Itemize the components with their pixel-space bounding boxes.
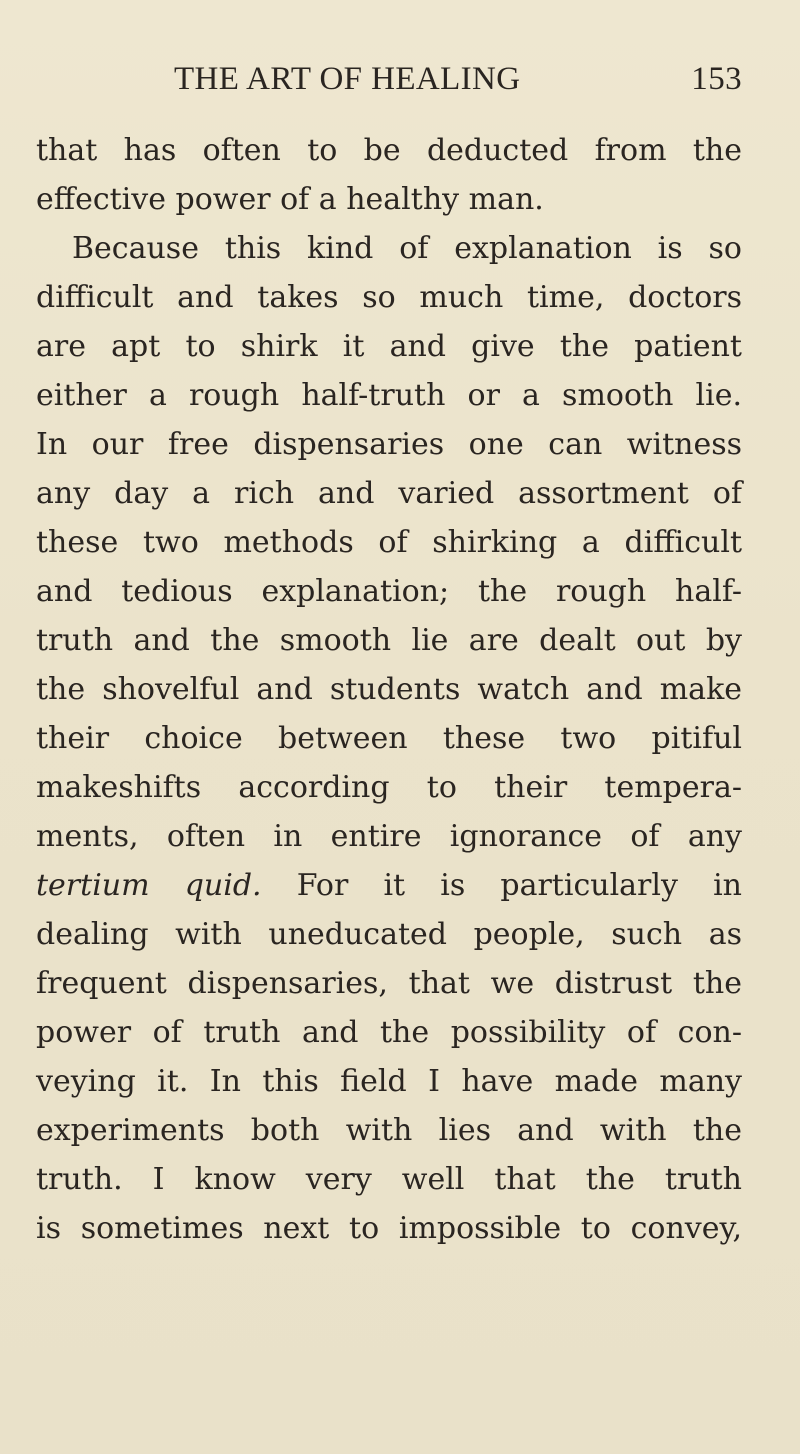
text-line: Because this kind of explanation is so [72,231,742,266]
page-header [174,56,742,102]
text-line: power of truth and the possibility of con- [36,1015,742,1050]
text-line: difficult and takes so much time, doctors [36,280,742,315]
text-line: these two methods of shirking a difficult [36,525,742,560]
text-line: and tedious explanation; the rough half- [36,574,742,609]
text-line: veying it. In this field I have made many [36,1064,742,1099]
text-line: any day a rich and varied assortment of [36,476,742,511]
body-text [36,126,742,1253]
text-line: is sometimes next to impossible to convey, [36,1211,742,1246]
text-line: truth and the smooth lie are dealt out by [36,623,742,658]
text-line: In our free dispensaries one can witness [36,427,742,462]
text-line: either a rough half-truth or a smooth lie. [36,378,742,413]
text-line: their choice between these two pitiful [36,721,742,756]
page-number: 153 [691,61,742,97]
italic-phrase: tertium quid. [36,868,262,903]
text-line: the shovelful and students watch and make [36,672,742,707]
text-line: effective power of a healthy man. [36,182,544,217]
running-head: THE ART OF HEALING [174,61,521,97]
text-line-mixed [36,861,742,910]
text-line: experiments both with lies and with the [36,1113,742,1148]
text-line: are apt to shirk it and give the patient [36,329,742,364]
text-line: makeshifts according to their tempera- [36,770,742,805]
text-line: truth. I know very well that the truth [36,1162,742,1197]
text-line: dealing with uneducated people, such as [36,917,742,952]
text-line: frequent dispensaries, that we distrust the [36,966,742,1001]
text-line: ments, often in entire ignorance of any [36,819,742,854]
text-line: that has often to be deducted from the [36,133,742,168]
text-fragment: For it is particularly in [261,868,742,903]
